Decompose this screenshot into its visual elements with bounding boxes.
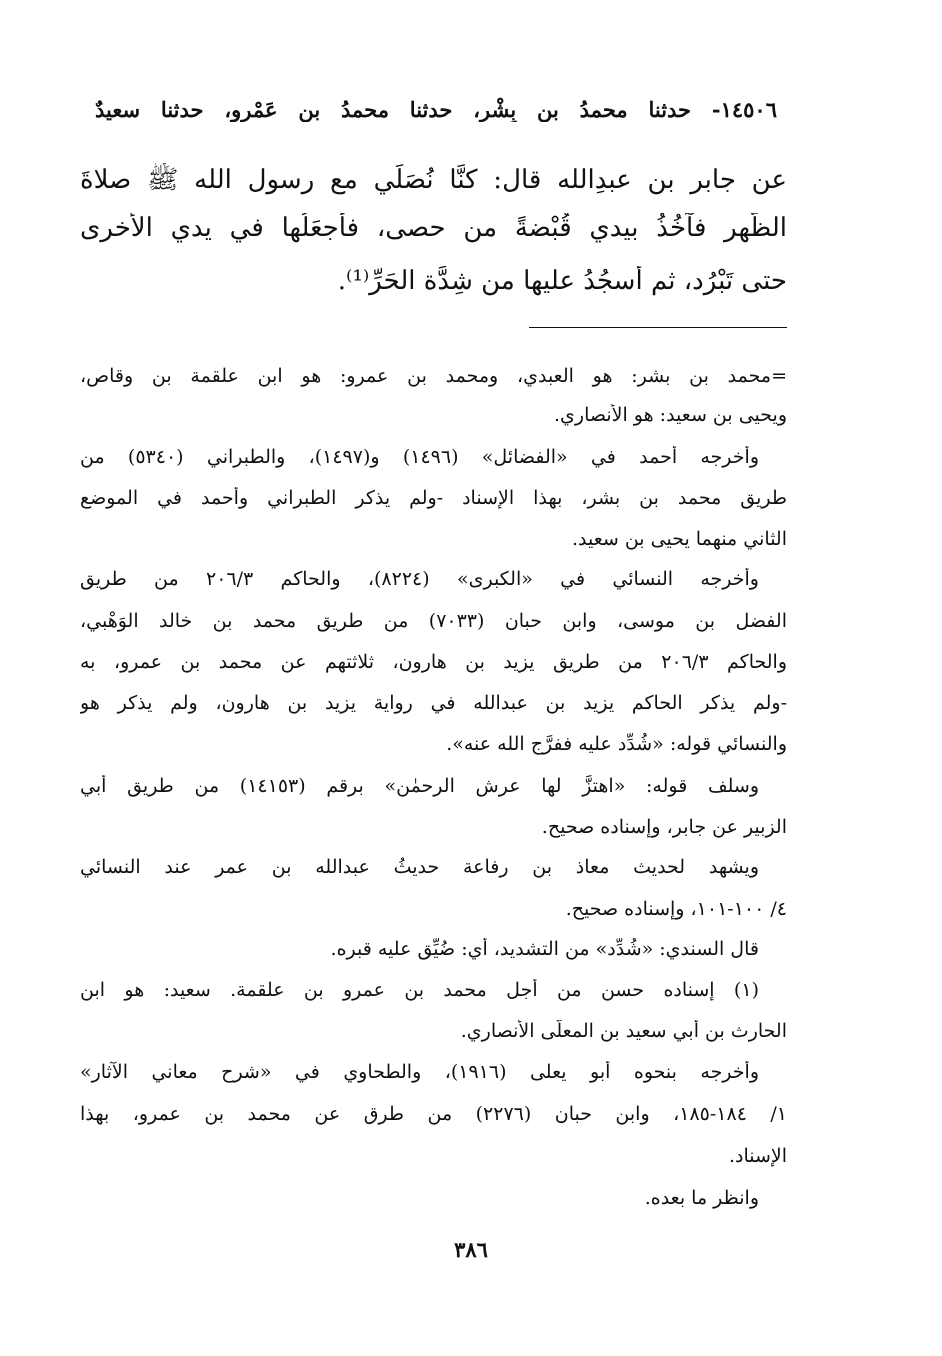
note-line: وسلف قوله: «اهتزَّ لها عرش الرحمٰن» برقم (١٤١٥٣) من طريق أبي — [80, 775, 759, 797]
note-line: طريق محمد بن بشر، بهذا الإسناد -ولم يذكر الطبراني وأحمد في الموضع — [80, 487, 787, 509]
hadith-line-2: عن جابر بن عبدِالله قال: كنَّا نُصَلِّي مع رسول الله ﷺ صلاةَ — [80, 165, 787, 195]
page-number: ٣٨٦ — [454, 1237, 488, 1262]
footnote-1-line: (١) إسناده حسن من أجل محمد بن عمرو بن علقمة. سعيد: هو ابن — [80, 979, 759, 1001]
hadith-line-4: حتى تَبْرُد، ثم أسجُدُ عليها من شِدَّة الحَرِّ⁽¹⁾. — [337, 266, 787, 296]
note-line: الزبير عن جابر، وإسناده صحيح. — [541, 816, 787, 838]
note-line: الإسناد. — [728, 1145, 787, 1167]
note-line: ويشهد لحديث معاذ بن رفاعة حديثُ عبدالله بن عمر عند النسائي — [80, 856, 759, 878]
note-line: وأخرجه أحمد في «الفضائل» (١٤٩٦) و(١٤٩٧)، والطبراني (٥٣٤٠) من — [80, 446, 759, 468]
hadith-line-1: ١٤٥٠٦- حدثنا محمدُ بن بِشْر، حدثنا محمدُ بن عَمْرو، حدثنا سعيدٌ — [95, 97, 777, 122]
note-line: -ولم يذكر الحاكم يزيد بن عبدالله في رواية يزيد بن هارون، ولم يذكر هو — [80, 692, 787, 714]
note-line: وانظر ما بعده. — [644, 1187, 759, 1209]
note-line: ويحيى بن سعيد: هو الأنصاري. — [554, 404, 787, 426]
note-line: والنسائي قوله: «شُدِّد عليه ففرَّج الله عنه». — [446, 733, 787, 755]
note-line: والحاكم ٢٠٦/٣ من طريق يزيد بن هارون، ثلاثتهم عن محمد بن عمرو، به — [80, 651, 787, 673]
footnote-divider — [529, 327, 787, 328]
note-line: وأخرجه بنحوه أبو يعلى (١٩١٦)، والطحاوي في «شرح معاني الآثار» — [80, 1061, 759, 1083]
footnote-1-line: الحارث بن أبي سعيد بن المعلَّى الأنصاري. — [460, 1020, 787, 1042]
note-line: وأخرجه النسائي في «الكبرى» (٨٢٢٤)، والحاكم ٢٠٦/٣ من طريق — [80, 568, 759, 590]
note-line: قال السندي: «شُدِّد» من التشديد، أي: ضُيِّق عليه قبره. — [330, 938, 759, 960]
note-line: ١/ ١٨٤-١٨٥، وابن حبان (٢٢٧٦) من طرق عن محمد بن عمرو، بهذا — [80, 1103, 787, 1125]
note-line: ٤/ ١٠٠-١٠١، وإسناده صحيح. — [565, 898, 787, 920]
note-line: الفضل بن موسى، وابن حبان (٧٠٣٣) من طريق محمد بن خالد الوَهْبي، — [80, 610, 787, 632]
hadith-line-3: الظُّهر فآخُذُ بيدي قُبْضةً من حصى، فأَجعَلُها في يدي الأُخرى — [80, 213, 787, 243]
note-line: الثاني منهما يحيى بن سعيد. — [571, 528, 787, 550]
note-line: =محمد بن بشر: هو العبدي، ومحمد بن عمرو: هو ابن علقمة بن وقاص، — [80, 365, 787, 387]
